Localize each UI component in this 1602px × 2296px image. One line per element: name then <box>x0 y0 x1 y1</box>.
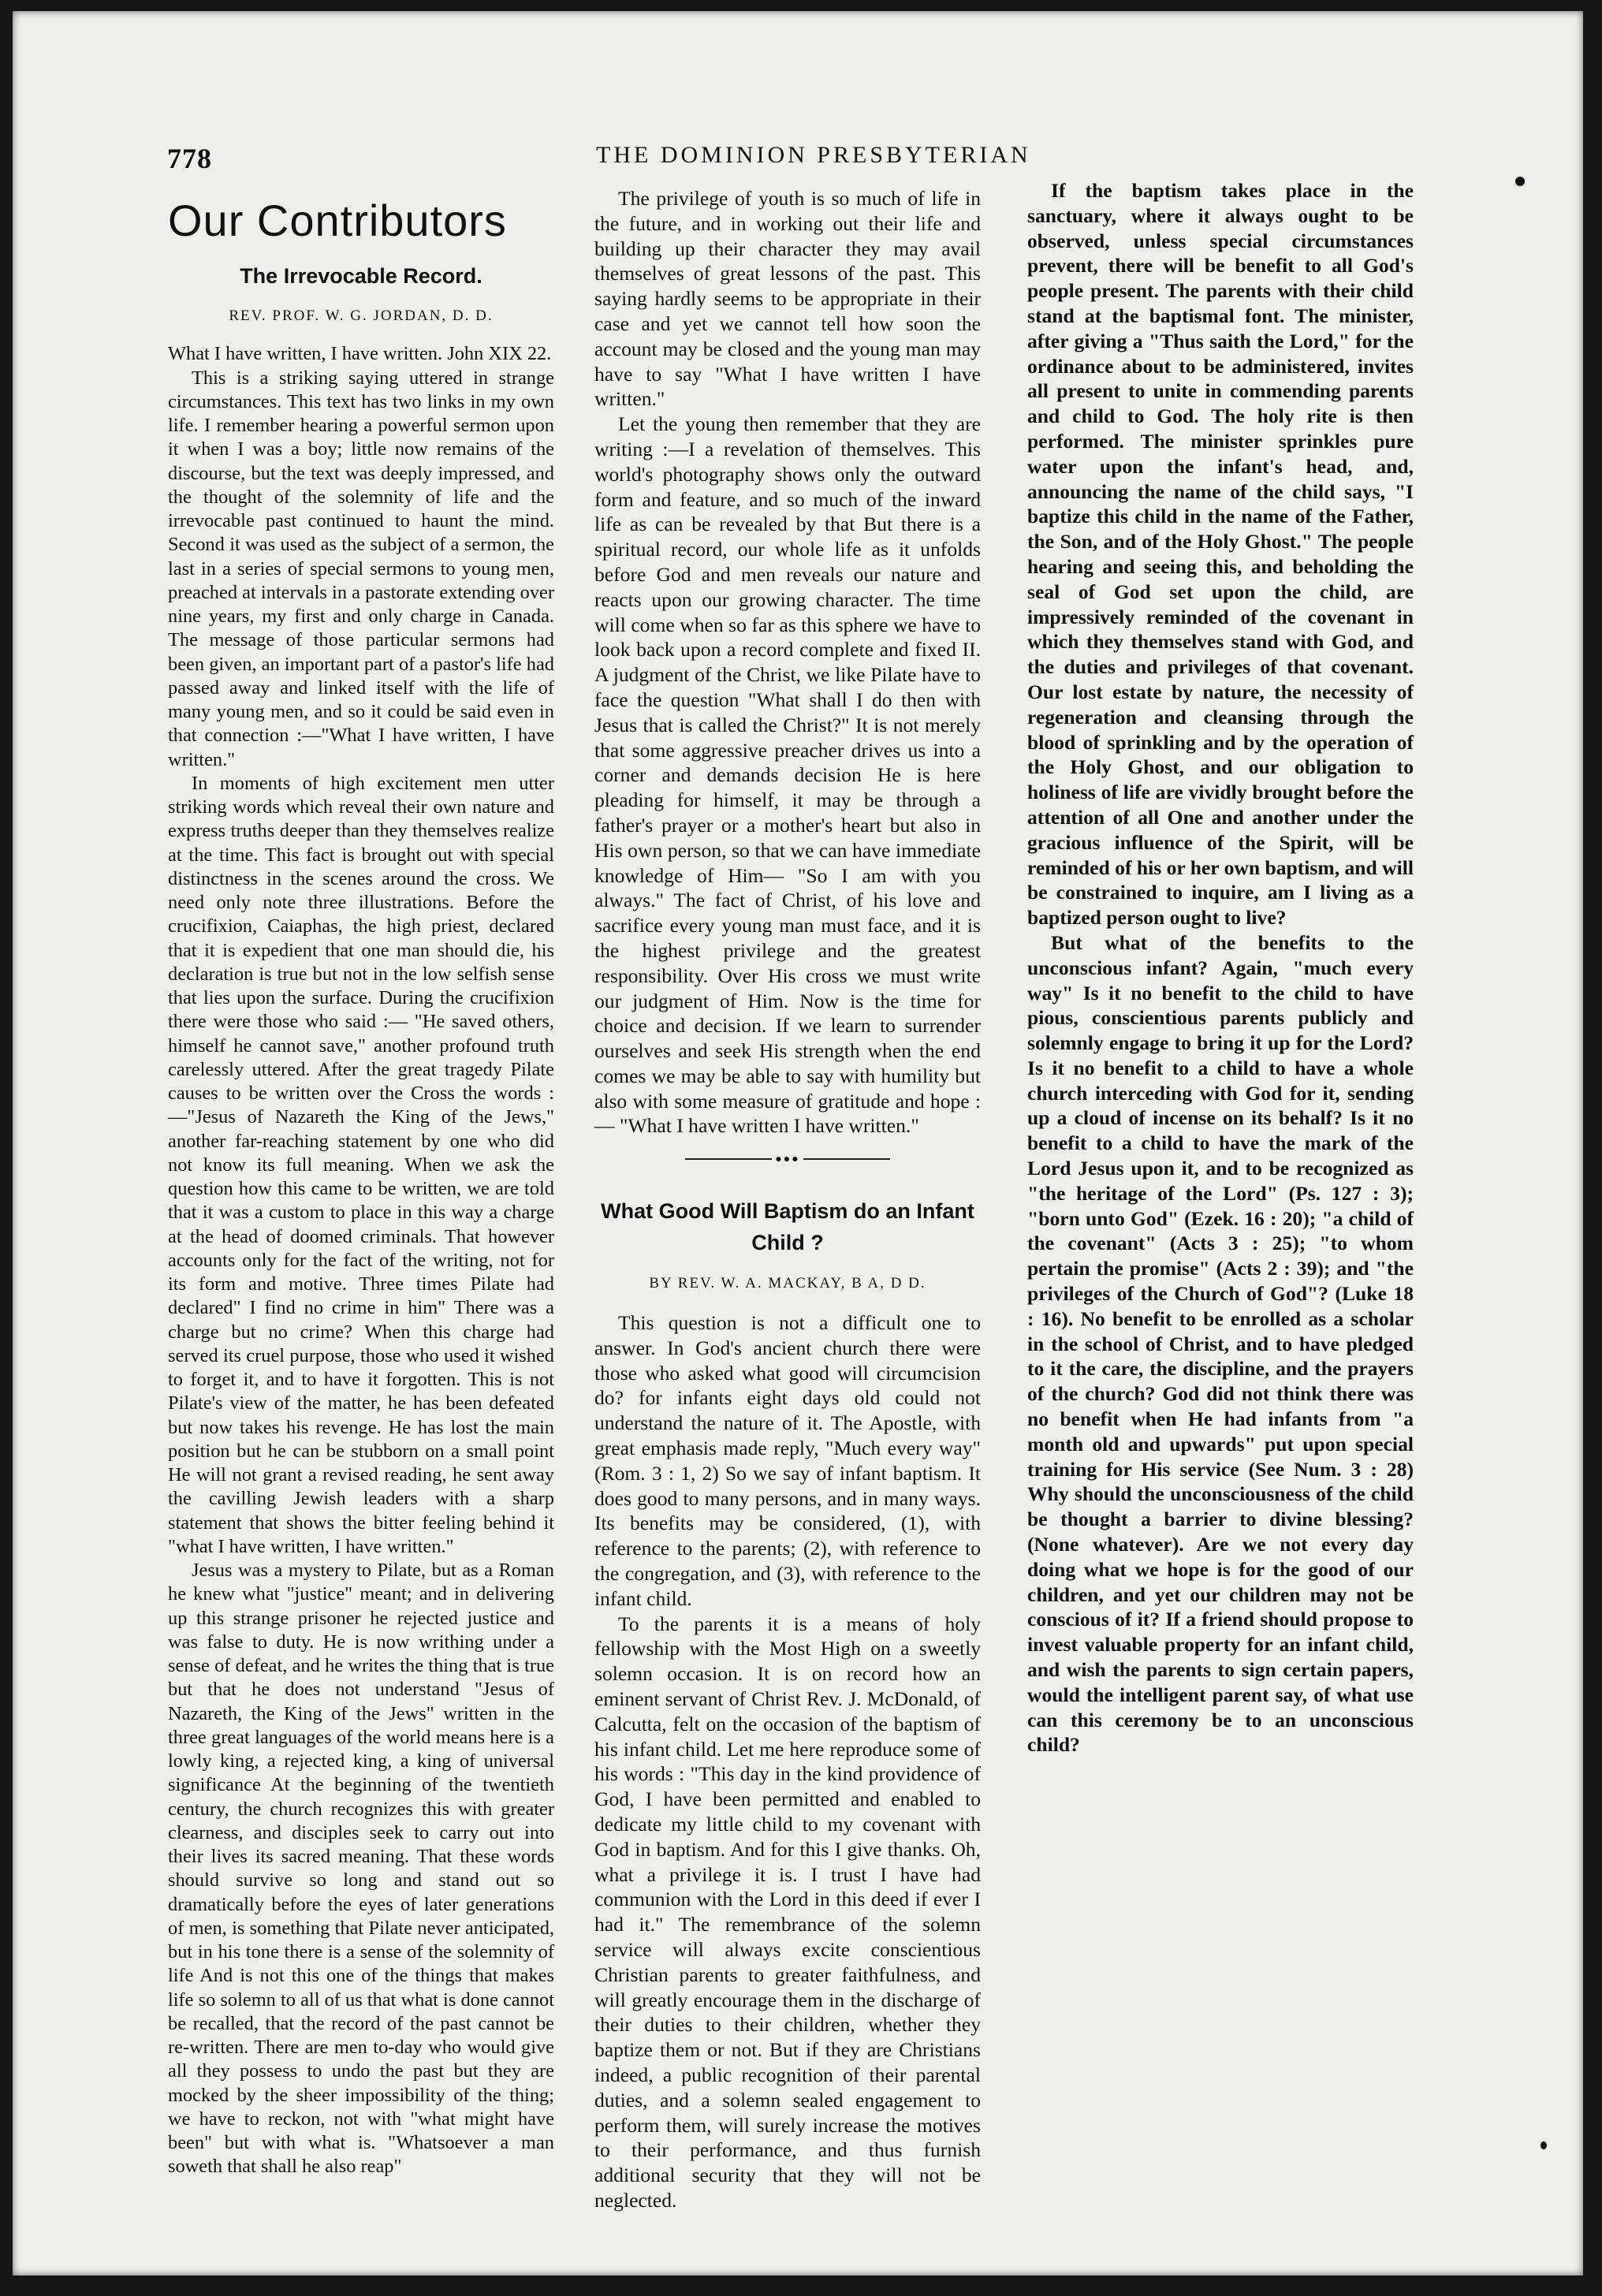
article-divider: ●●● <box>594 1145 981 1172</box>
page-number: 778 <box>167 143 212 174</box>
column-2 <box>594 186 981 2213</box>
running-head: THE DOMINION PRESBYTERIAN <box>596 142 1031 168</box>
paragraph: This question is not a difficult one to answer. In God's ancient church there were those who asked what good will circumcision do? for infants eight days old could not understand the nature of it. The Apostle, with great emphasis made reply, "Much every way" (Rom. 3 : 1, 2) So we say of infant baptism. It does good to many persons, and in many ways. Its benefits may be considered, (1), with reference to the parents; (2), with reference to the congregation, and (3), with reference to the infant child. <box>594 1311 981 1610</box>
paragraph: This is a striking saying uttered in strange circumstances. This text has two links in my own life. I remember hearing a powerful sermon upon it when I was a boy; little now remains of the discourse, but the text was deeply impressed, and the thought of the solemnity of life and the irrevocable past continued to haunt the mind. Second it was used as the subject of a sermon, the last in a series of special sermons to young men, preached at intervals in a pastorate extending over nine years, my first and only charge in Canada. The message of those particular sermons had been given, an important part of a pastor's life had passed away and linked itself with the life of many young men, and so it could be said even in that connection :—"What I have written, I have written." <box>168 367 554 770</box>
paragraph: Let the young then remember that they are writing :—I a revelation of themselves. This world's photography shows only the outward form and feature, and so much of the inward life as can be revealed by that But there is a spiritual record, our whole life as it unfolds before God and men reveals our nature and reacts upon our growing character. The time will come when so far as this sphere we have to look back upon a record complete and fixed II. A judgment of the Christ, we like Pilate have to face the question "What shall I do then with Jesus that is called the Christ?" It is not merely that some aggressive preacher drives us into a corner and demands decision He is here pleading for himself, it may be through a father's prayer or a mother's heart but also in His own person, so that we can have immediate knowledge of Him— "So I am with you always." The fact of Christ, of his love and sacrifice every young man must face, and it is the highest privilege and the greatest responsibility. Over His cross we must write our judgment of Him. Now is the time for choice and decision. If we learn to surrender ourselves and seek His strength when the end comes we may be able to say with humility but also with some measure of gratitude and hope :— "What I have written I have written." <box>594 412 981 1138</box>
section-title: Our Contributors <box>168 196 507 245</box>
column-1 <box>168 186 554 2179</box>
article-byline: BY REV. W. A. MACKAY, B A, D D. <box>649 1275 926 1292</box>
speck-mark <box>1515 177 1525 186</box>
speck-mark <box>1541 2141 1547 2149</box>
newspaper-page <box>13 11 1583 2276</box>
article-title: What Good Will Baptism do an Infant Child ? <box>601 1199 974 1255</box>
paragraph: But what of the benefits to the unconscious infant? Again, "much every way" Is it no benefit to the child to have pious, conscientious parents publicly and solemnly engage to bring it up for the Lord? Is it no benefit to a child to have a whole church interceding with God for it, sending up a cloud of incense on its behalf? Is it no benefit to a child to have the mark of the Lord Jesus upon it, and to be recognized as "the heritage of the Lord" (Ps. 127 : 3); "born unto God" (Ezek. 16 : 20); "a child of the covenant" (Acts 3 : 25); "to whom pertain the promise" (Acts 2 : 39); and "the privileges of the Church of God"? (Luke 18 : 16). No benefit to be enrolled as a scholar in the school of Christ, and to have pledged to it the care, the discipline, and the prayers of the church? God did not think there was no benefit when He had infants from "a month old and upwards" put upon special training for His service (See Num. 3 : 28) Why should the unconsciousness of the child be thought a barrier to divine blessing? (None whatever). Are we not every day doing what we hope is for the good of our children, and yet our children may not be conscious of it? If a friend should propose to invest valuable property for an infant child, and wish the parents to sign certain papers, would the intelligent parent say, of what use can this ceremony be to an unconscious child? <box>1027 930 1414 1757</box>
paragraph: If the baptism takes place in the sanctuary, where it always ought to be observed, unless special circumstances prevent, there will be benefit to all God's people present. The parents with their child stand at the baptismal font. The minister, after giving a "Thus saith the Lord," for the ordinance about to be administered, invites all present to unite in commending parents and child to God. The holy rite is then performed. The minister sprinkles pure water upon the infant's head, and, announcing the name of the child says, "I baptize this child in the name of the Father, the Son, and of the Holy Ghost." The people hearing and seeing this, and beholding the seal of God set upon the child, are impressively reminded of the covenant in which they themselves stand with God, and the duties and privileges of that covenant. Our lost estate by nature, the necessity of regeneration and cleansing through the blood of sprinkling and by the operation of the Holy Ghost, and our obligation to holiness of life are vividly brought before the attention of all One and another under the gracious influence of the Spirit, will be reminded of his or her own baptism, and will be constrained to inquire, am I living as a baptized person ought to live? <box>1027 179 1414 930</box>
article-title: The Irrevocable Record. <box>240 264 482 288</box>
paragraph: Jesus was a mystery to Pilate, but as a Roman he knew what "justice" meant; and in delivering up this strange prisoner he rejected justice and was false to duty. He is now writhing under a sense of defeat, and he writes the thing that is true but that he does not understand "Jesus of Nazareth, the King of the Jews" written in the three great languages of the world means here is a lowly king, a rejected king, a king of universal significance At the beginning of the twentieth century, the church recognizes this with greater clearness, and disciples seek to carry out into their lives its sacred meaning. That these words should survive so long and stand out so dramatically before the eyes of later generations of men, is something that Pilate never anticipated, but in his tone there is a sense of the solemnity of life And is not this one of the things that makes life so solemn to all of us that what is done cannot be recalled, that the record of the past cannot be re-written. There are men to-day who would give all they possess to undo the past but they are mocked by the sheer impossibility of the thing; we have to reckon, not with "what might have been" but with what is. "Whatsoever a man soweth that shall he also reap" <box>168 1560 554 2178</box>
paragraph: The privilege of youth is so much of life in the future, and in working out their life and building up their character they may avail themselves of great lessons of the past. This saying hardly seems to be appropriate in their case and yet we cannot tell how soon the account may be closed and the young man may have to say "What I have written I have written." <box>594 187 981 411</box>
page-header <box>13 139 1583 173</box>
paragraph: In moments of high excitement men utter striking words which reveal their own nature and express truths deeper than they themselves realize at the time. This fact is brought out with special distinctness in the scenes around the cross. We need only note three illustrations. Before the crucifixion, Caiaphas, the high priest, declared that it is expedient that one man should die, his declaration is true but not in the low selfish sense that lies upon the surface. During the crucifixion there were those who said :— "He saved others, himself he cannot save," another profound truth carelessly uttered. After the great tragedy Pilate causes to be written over the Cross the words :—"Jesus of Nazareth the King of the Jews," another far-reaching statement by one who did not know its full meaning. When we ask the question how this came to be written, we are told that it was a custom to place in this way a charge at the head of doomed criminals. That however accounts only for the fact of the writing, not for its form and motive. Three times Pilate had declared" I find no crime in him" There was a charge but no crime? When this charge had served its cruel purpose, those who used it wished to forget it, and to have it forgotten. This is not Pilate's view of the matter, he has been defeated but now takes his revenge. He has lost the main position but he can be stubborn on a small point He will not grant a revised reading, he sent away the cavilling Jewish leaders with a sharp statement that shows the bitter feeling behind it "what I have written, I have written." <box>168 772 554 1557</box>
epigraph: What I have written, I have written. John XIX 22. <box>168 343 552 365</box>
paragraph: To the parents it is a means of holy fellowship with the Most High on a sweetly solemn occasion. It is on record how an eminent servant of Christ Rev. J. McDonald, of Calcutta, felt on the occasion of the baptism of his infant child. Let me here reproduce some of his words : "This day in the kind providence of God, I have been permitted and enabled to dedicate my little child to my covenant with God in baptism. And for this I give thanks. Oh, what a privilege it is. I trust I have had communion with the Lord in this deed if ever I had it." The remembrance of the solemn service will always excite conscientious Christian parents to greater faithfulness, and will greatly encourage them in the discharge of their duties to their children, whether they baptize them or not. But if they are Christians indeed, a public recognition of their parental duties, and a solemn sealed engagement to perform them, will surely increase the motives to their performance, and thus furnish additional security that they will not be neglected. <box>594 1612 981 2212</box>
column-3 <box>1027 178 1414 1757</box>
article-byline: REV. PROF. W. G. JORDAN, D. D. <box>229 308 494 324</box>
